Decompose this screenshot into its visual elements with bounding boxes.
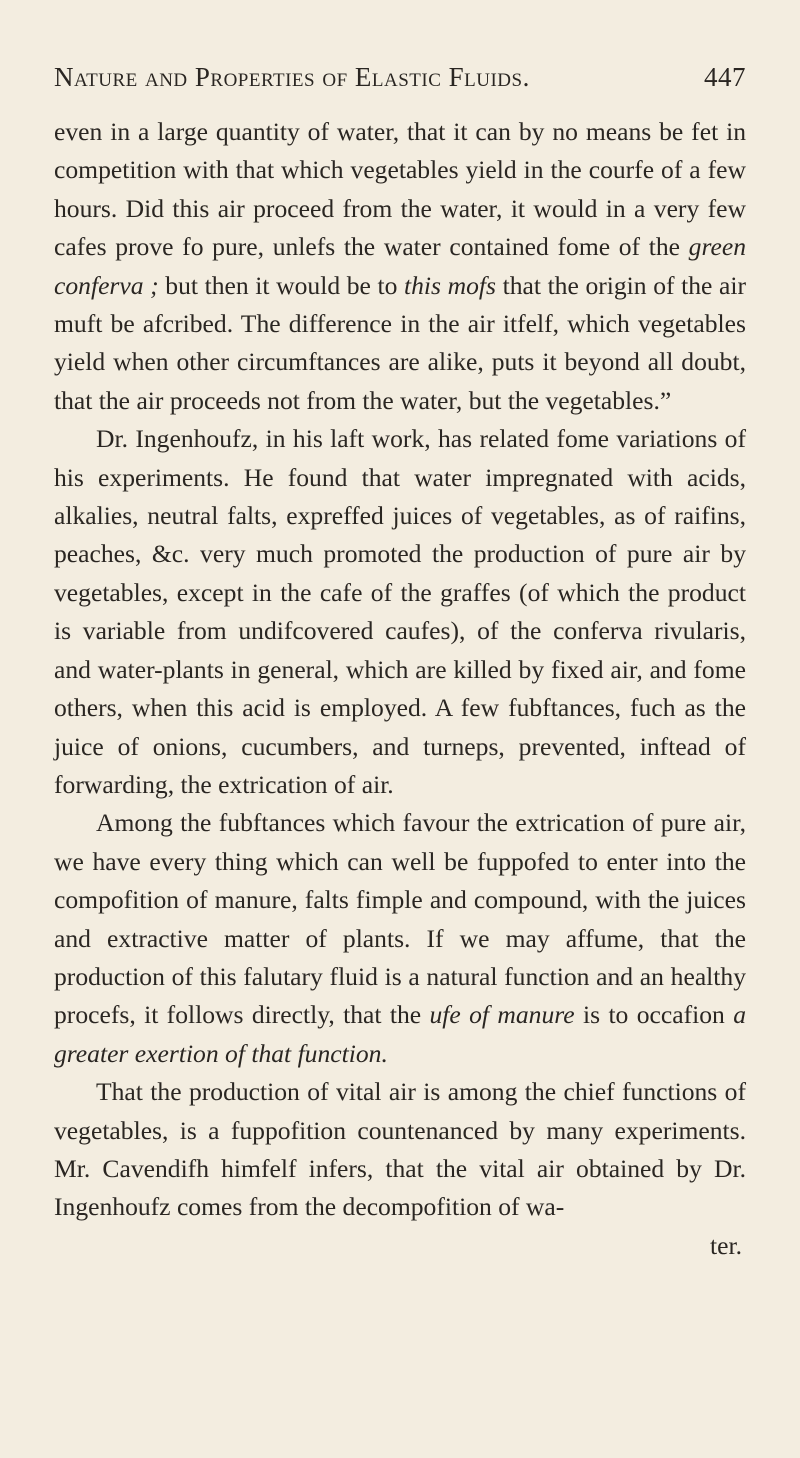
paragraph-3-segment: Among the fubftances which favour the extrication of pure air, we have every thing which can well be fuppofed to enter into the compofition of manure, falts fimple and compound, with the juices and extractive matter of plants. If we may affume, that the production of this falutary fluid is a natural function and an healthy procefs, it follows directly, that the <box>54 808 746 1030</box>
body-text <box>54 113 746 1265</box>
paragraph-1-italic: green conferva ; <box>54 232 746 300</box>
paragraph-1 <box>54 113 746 420</box>
final-fragment: ter. <box>710 1230 742 1260</box>
paragraph-1-segment: even in a large quantity of water, that it can by no means be fet in competition with that which vegetables yield in the courfe of a few hours. Did this air proceed from the water, it would in a very few cafes prove fo pure, unlefs the water contained fome of the <box>54 117 746 262</box>
running-head-title: Nature and Properties of Elastic Fluids. <box>54 62 530 92</box>
paragraph-2-segment: Dr. Ingenhoufz, in his laft work, has related fome variations of his experiments. He found that water impregnated with acids, alkalies, neutral falts, expreffed juices of vegetables, as of raifins, peaches, &c. very much promoted the production of pure air by vegetables, except in the cafe of the graffes (of which the product is variable from undifcovered caufes), of the conferva rivularis, and water-plants in general, which are killed by fixed air, and fome others, when this acid is employed. A few fubftances, fuch as the juice of onions, cucumbers, and turneps, prevented, inftead of forwarding, the extrication of air. <box>54 424 746 799</box>
running-head <box>54 62 746 93</box>
paragraph-1-segment: that the origin of the air muft be afcribed. The difference in the air itfelf, which vegetables yield when other circumftances are alike, puts it beyond all doubt, that the air proceeds not from the water, but the vegetables.” <box>54 270 747 415</box>
paragraph-1-italic: this mofs <box>404 270 496 300</box>
page-number: 447 <box>704 62 746 92</box>
paragraph-3 <box>54 804 746 1073</box>
paragraph-3-segment: is to occafion <box>574 1000 734 1030</box>
paragraph-3-italic: ufe of manure <box>429 1000 575 1030</box>
paragraph-2 <box>54 420 746 804</box>
paragraph-4-segment: That the production of vital air is among the chief functions of vegetables, is a fuppofition countenanced by many experiments. Mr. Cavendifh himfelf infers, that the vital air obtained by Dr. Ingenhoufz comes from the decompofition of wa- <box>54 1077 746 1222</box>
paragraph-1-segment: but then it would be to <box>158 270 405 300</box>
paragraph-3-italic: a greater exertion of that function. <box>54 1000 746 1068</box>
paragraph-4 <box>54 1073 746 1227</box>
